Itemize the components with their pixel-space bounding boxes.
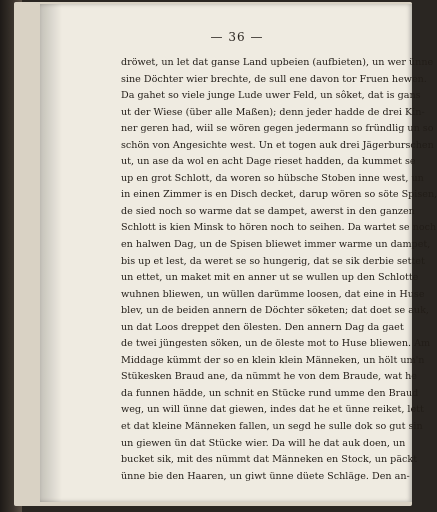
text-line: ut, un ase da wol en acht Dage rieset hadden, da kummet se: [121, 156, 416, 168]
page-number: — 36 —: [210, 30, 264, 44]
text-line: Da gahet so viele junge Lude uwer Feld, un sôket, dat is gans: [121, 90, 421, 102]
text-line: weg, un will ünne dat giewen, indes dat he et ünne reiket, lett: [121, 404, 424, 416]
text-line: un ettet, un maket mit en anner ut se wullen up den Schlotte: [121, 272, 419, 284]
text-line: et dat kleine Männeken fallen, un segd he sulle dok so gut sin: [121, 421, 423, 433]
text-line: ner geren had, wiil se wören gegen jedermann so fründlig un so: [121, 123, 434, 135]
text-line: blev, un de beiden annern de Döchter söketen; dat doet se auk,: [121, 305, 429, 317]
text-line: Stükesken Braud ane, da nümmt he von dem Braude, wat he: [121, 371, 417, 383]
body-text: [121, 55, 437, 485]
text-line: un giewen ün dat Stücke wier. Da will he dat auk doen, un: [121, 437, 406, 449]
text-line: schön von Angesichte west. Un et togen auk drei Jägerburschen: [121, 139, 434, 151]
text-line: Schlott is kien Minsk to hören noch to seihen. Da wartet se noch: [121, 222, 437, 234]
text-line: bis up et lest, da weret se so hungerig, dat se sik derbie settet: [121, 255, 425, 267]
text-line: up en grot Schlott, da woren so hübsche Stoben inne west, un: [121, 172, 424, 184]
text-line: un dat Loos dreppet den ölesten. Den annern Dag da gaet: [121, 321, 404, 333]
text-line: in einen Zimmer is en Disch decket, darup wören so söte Spisen,: [121, 189, 437, 201]
text-line: bucket sik, mit des nümmt dat Männeken en Stock, un päckt: [121, 454, 418, 466]
text-line: en halwen Dag, un de Spisen bliewet immer warme un dampet,: [121, 239, 431, 251]
text-line: ünne bie den Haaren, un giwt ünne düete Schläge. Den an-: [121, 470, 410, 482]
text-line: ut der Wiese (über alle Maßen); denn jeder hadde de drei Kin-: [121, 106, 425, 118]
text-line: dröwet, un let dat ganse Land upbeien (aufbieten), un wer ünne: [121, 57, 434, 68]
text-line: Middage kümmt der so en klein klein Männeken, un hölt um'n: [121, 354, 425, 366]
text-line: sine Döchter wier brechte, de sull ene davon tor Fruen hewen.: [121, 73, 427, 85]
text-line: de twei jüngesten söken, un de öleste mot to Huse bliewen. Am: [121, 338, 431, 350]
text-line: wuhnen bliewen, un wüllen darümme loosen, dat eine in Huse: [121, 288, 425, 300]
text-line: da funnen hädde, un schnit en Stücke rund umme den Braud: [121, 387, 419, 399]
text-line: de sied noch so warme dat se dampet, awerst in den ganzen: [121, 205, 415, 217]
gutter-shadow: [40, 4, 62, 502]
